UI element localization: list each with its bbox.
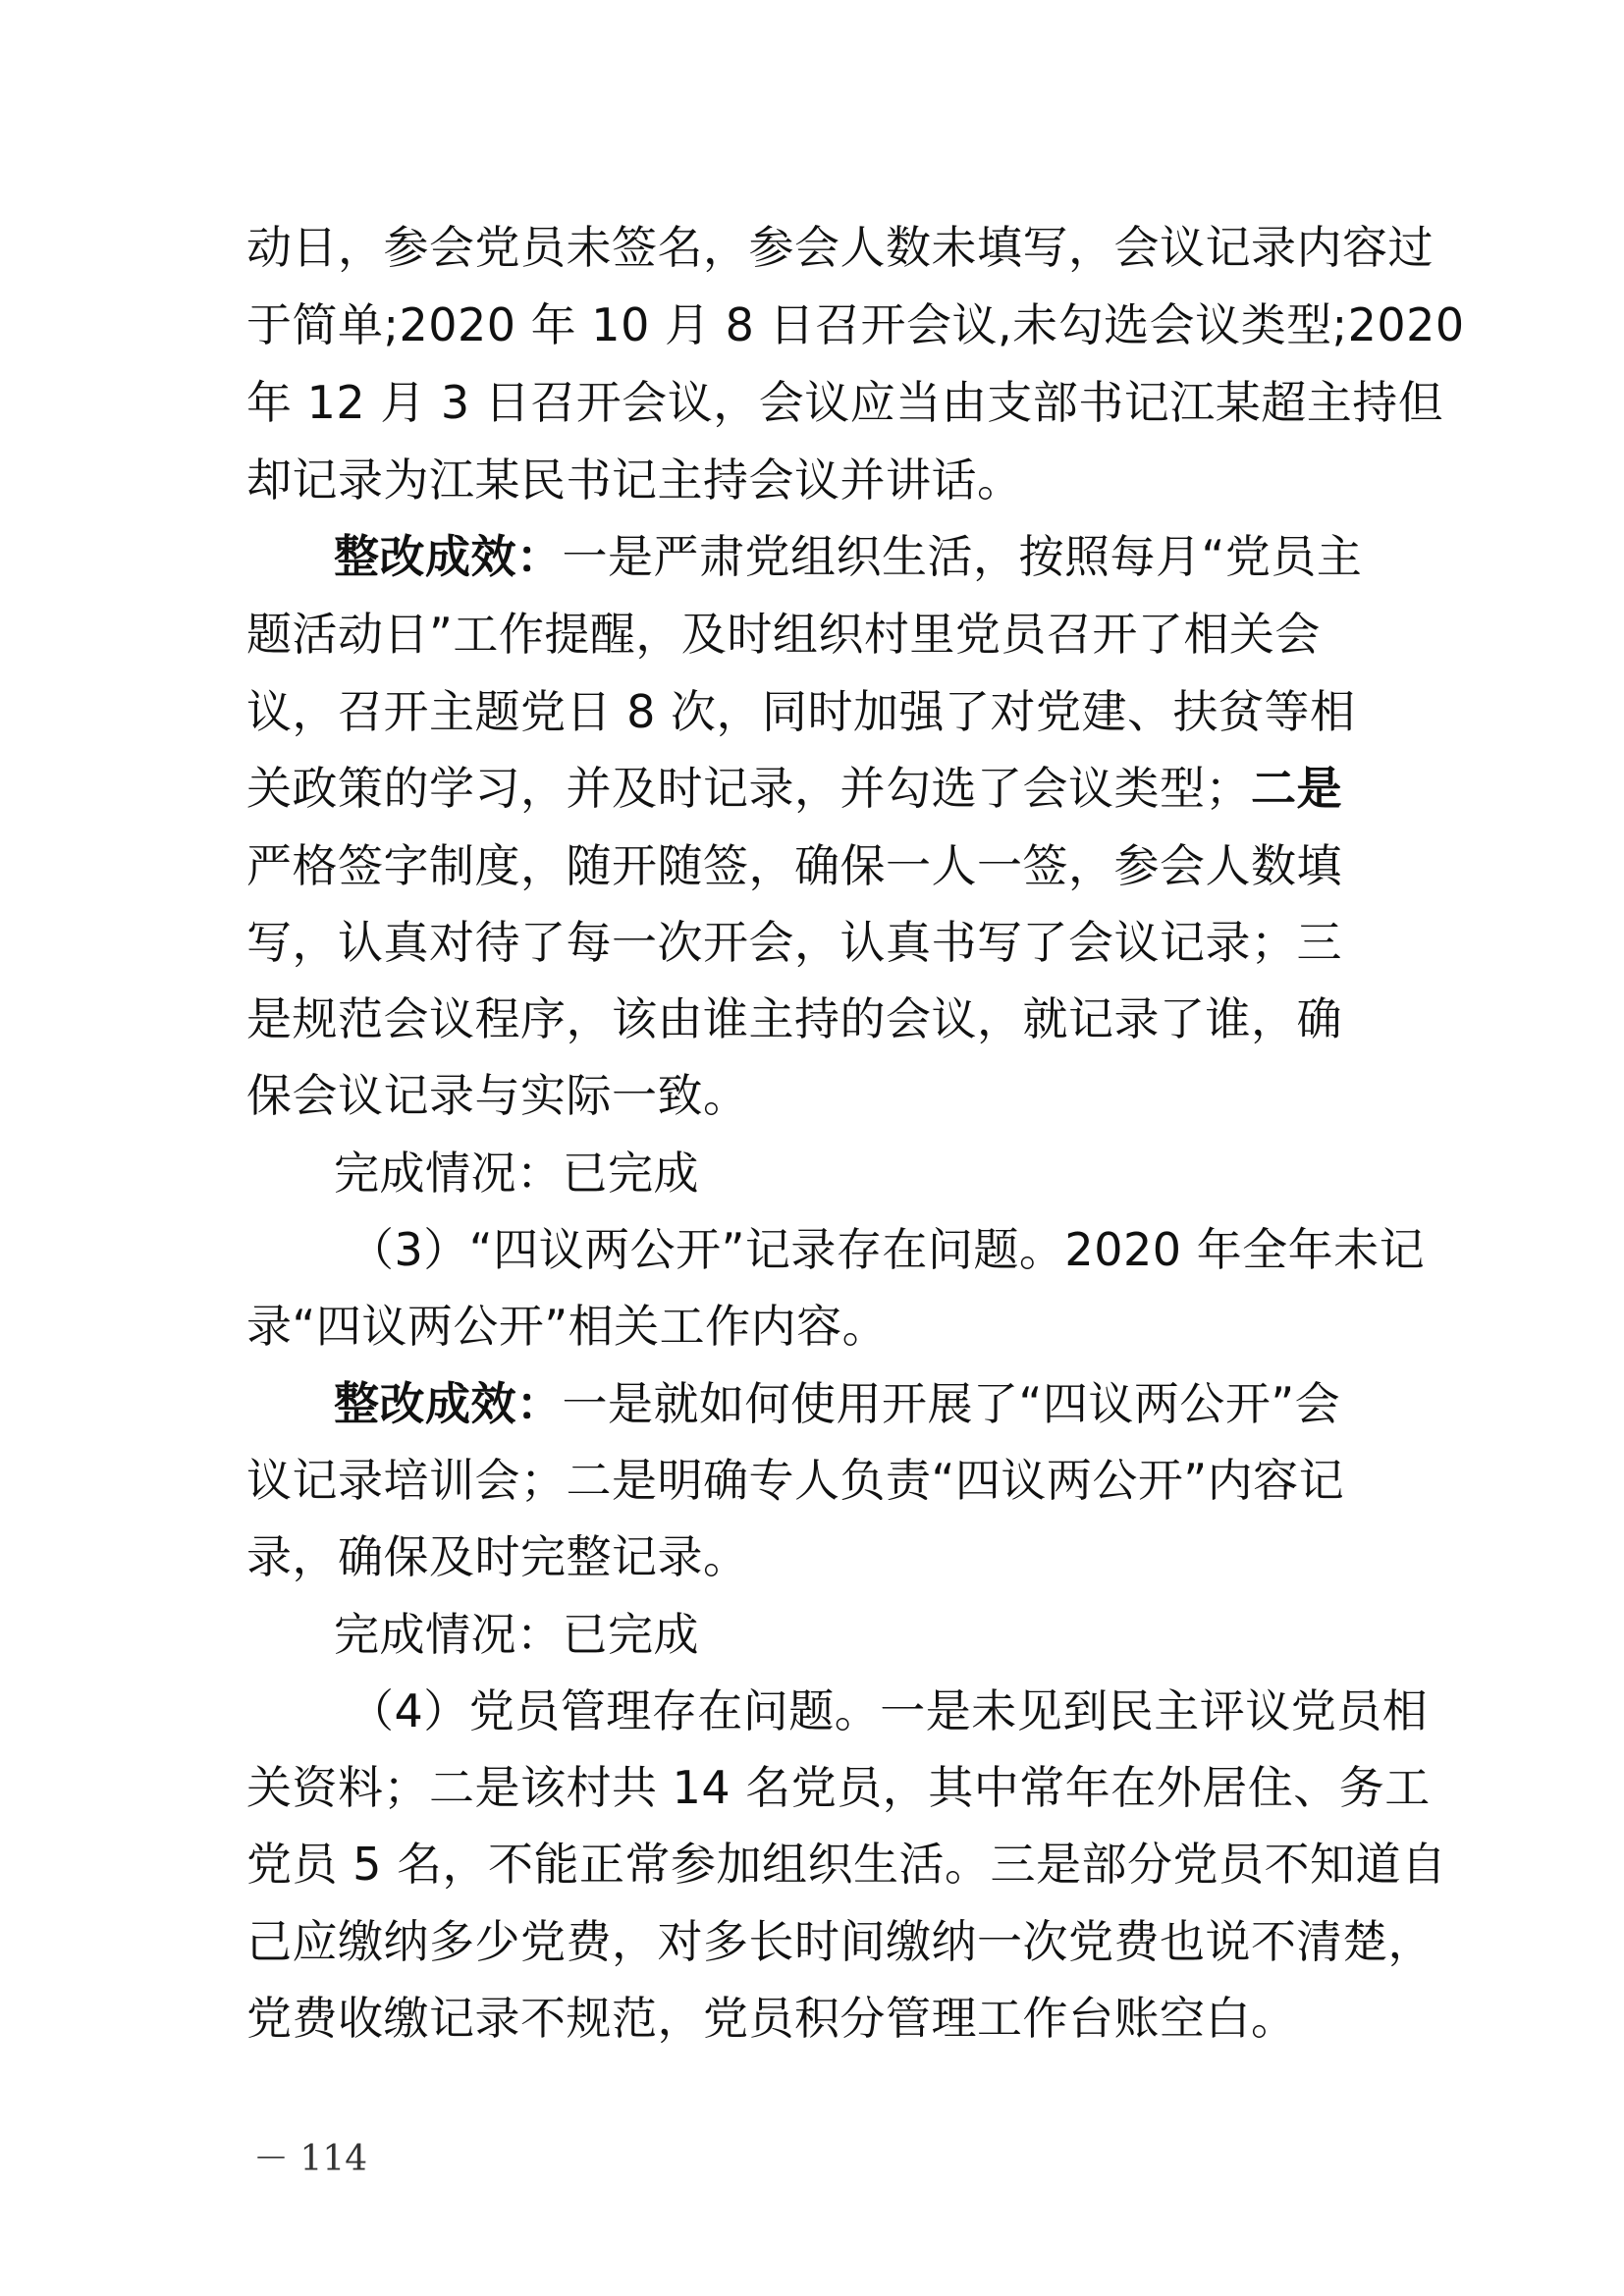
- completion-status: 完成情况：已完成: [334, 1147, 699, 1200]
- text-line: 题活动日”工作提醒，及时组织村里党员召开了相关会: [246, 608, 1321, 661]
- text-line: 保会议记录与实际一致。: [246, 1069, 749, 1122]
- text-line: 严格签字制度，随开随签，确保一人一签，参会人数填: [246, 839, 1342, 892]
- text-line: 于简单;2020 年 10 月 8 日召开会议,未勾选会议类型;2020: [246, 298, 1465, 351]
- completion-status: 完成情况：已完成: [334, 1608, 699, 1661]
- text-line: 写，认真对待了每一次开会，认真书写了会议记录；三: [246, 916, 1342, 969]
- text-line: [246, 750, 1393, 827]
- rectification-label: 整改成效：: [334, 1377, 563, 1430]
- issue-heading-3: （3）“四议两公开”记录存在问题。2020 年全年未记: [349, 1223, 1426, 1276]
- text-line: 议记录培训会；二是明确专人负责“四议两公开”内容记: [246, 1454, 1345, 1507]
- text-line: 录，确保及时完整记录。: [246, 1530, 749, 1583]
- text-line: 却记录为江某民书记主持会议并讲话。: [246, 454, 1023, 507]
- rectification-label: 整改成效：: [334, 530, 563, 583]
- text-span: 一是就如何使用开展了“四议两公开”会: [562, 1377, 1341, 1430]
- text-span: 一是严肃党组织生活，按照每月“党员主: [562, 530, 1363, 583]
- second-point-label: 二是: [1251, 762, 1342, 815]
- page-number: － 114: [253, 2139, 368, 2179]
- text-line: 动日，参会党员未签名，参会人数未填写，会议记录内容过: [246, 221, 1434, 274]
- text-line: 录“四议两公开”相关工作内容。: [246, 1300, 889, 1353]
- text-line: 是规范会议程序，该由谁主持的会议，就记录了谁，确: [246, 992, 1342, 1045]
- text-line: 年 12 月 3 日召开会议，会议应当由支部书记江某超主持但: [246, 376, 1444, 429]
- text-line: 党员 5 名，不能正常参加组织生活。三是部分党员不知道自: [246, 1838, 1447, 1891]
- text-line: 己应缴纳多少党费，对多长时间缴纳一次党费也说不清楚，: [246, 1915, 1434, 1968]
- text-line: 议，召开主题党日 8 次，同时加强了对党建、扶贫等相: [246, 685, 1356, 738]
- text-line: 党费收缴记录不规范，党员积分管理工作台账空白。: [246, 1992, 1297, 2045]
- text-span: 关政策的学习，并及时记录，并勾选了会议类型；: [246, 762, 1251, 815]
- text-line: 关资料；二是该村共 14 名党员，其中常年在外居住、务工: [246, 1761, 1431, 1814]
- rectification-paragraph-line: [334, 1365, 1393, 1442]
- issue-heading-4: （4）党员管理存在问题。一是未见到民主评议党员相: [349, 1684, 1429, 1737]
- rectification-paragraph-line: [334, 518, 1393, 595]
